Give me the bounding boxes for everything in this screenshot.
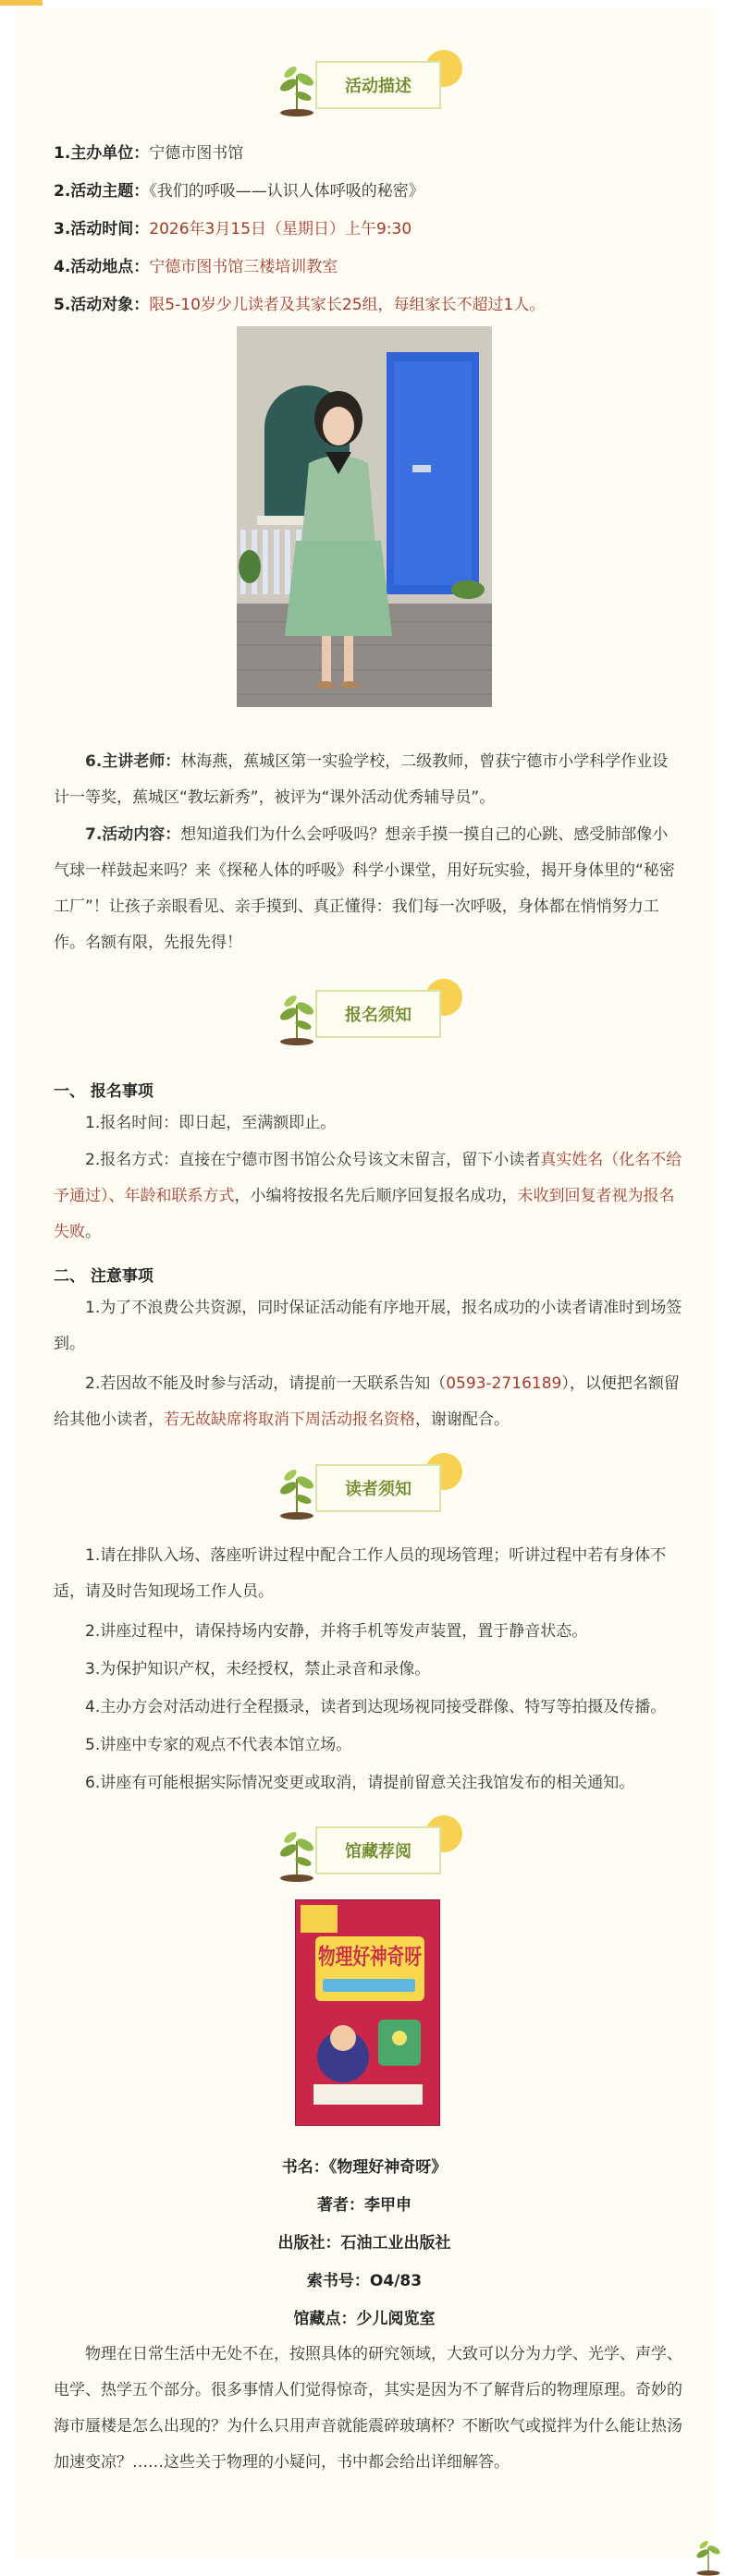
section-header-signup	[15, 983, 714, 1047]
sprout-icon	[276, 1462, 318, 1520]
sprout-icon	[276, 1825, 318, 1882]
reader-note-3: 3.为保护知识产权，未经授权，禁止录音和录像。	[85, 1660, 431, 1679]
section-header-recommend	[15, 1819, 714, 1884]
reader-note-4: 4.主办方会对活动进行全程摄录，读者到达现场视同接受群像、特写等拍摄及传播。	[85, 1698, 667, 1716]
article-card	[15, 7, 714, 2558]
info-organizer: 1.主办单位：宁德市图书馆	[54, 144, 244, 163]
teacher-photo	[237, 326, 492, 707]
signup-heading-2: 二、 注意事项	[54, 1267, 154, 1286]
section-title: 报名须知	[315, 990, 441, 1038]
section-header-desc	[15, 54, 714, 118]
reader-note-2: 2.讲座过程中，请保持场内安静，并将手机等发声装置，置于静音状态。	[85, 1622, 588, 1641]
section-title: 读者须知	[315, 1464, 441, 1512]
section-header-reader	[15, 1457, 714, 1521]
top-accent-bar	[0, 0, 43, 6]
notice-1: 1.为了不浪费公共资源，同时保证活动能有序地开展，报名成功的小读者请准时到场签到。	[54, 1299, 682, 1353]
book-cover-title: 物理好神奇呀	[318, 1944, 422, 1970]
book-intro: 物理在日常生活中无处不在，按照具体的研究领域，大致可以分为力学、光学、声学、电学、热学五个部分。很多事情人们觉得惊奇，其实是因为不了解背后的物理原理。奇妙的海市蜃楼是怎么出现的？为什么只用声音就能震碎玻璃杯？不断吹气或搅拌为什么能让热汤加速变凉？……这些关于物理的小疑问，书中都会给出详细解答。	[54, 2345, 682, 2472]
section-title: 馆藏荐阅	[315, 1826, 441, 1874]
sprout-icon	[694, 2535, 723, 2576]
signup-time: 1.报名时间：即日起，至满额即止。	[85, 1114, 337, 1132]
signup-heading-1: 一、 报名事项	[54, 1082, 154, 1101]
book-author: 著者：李甲申	[317, 2196, 411, 2215]
book-cover	[295, 1899, 440, 2126]
notice-2: 2.若因故不能及时参与活动，请提前一天联系告知（0593-2716189），以便把名额留给其他小读者，若无故缺席将取消下周活动报名资格，谢谢配合。	[54, 1374, 680, 1429]
book-location: 馆藏点：少儿阅览室	[293, 2310, 436, 2328]
book-callno: 索书号：O4/83	[306, 2272, 423, 2290]
info-theme: 2.活动主题：《我们的呼吸——认识人体呼吸的秘密》	[54, 182, 424, 201]
reader-note-5: 5.讲座中专家的观点不代表本馆立场。	[85, 1736, 352, 1754]
reader-note-1: 1.请在排队入场、落座听讲过程中配合工作人员的现场管理；听讲过程中若有身体不适，请及时告知现场工作人员。	[54, 1546, 667, 1601]
section-title: 活动描述	[315, 61, 441, 109]
info-content: 7.活动内容：想知道我们为什么会呼吸吗？想亲手摸一摸自己的心跳、感受肺部像小气球一样鼓起来吗？来《探秘人体的呼吸》科学小课堂，用好玩实验，揭开身体里的“秘密工厂”！让孩子亲眼看见、亲手摸到、真正懂得：我们每一次呼吸，身体都在悄悄努力工作。名额有限，先报先得！	[54, 825, 675, 952]
signup-method: 2.报名方式：直接在宁德市图书馆公众号该文末留言，留下小读者真实姓名（化名不给予通过）、年龄和联系方式，小编将按报名先后顺序回复报名成功，未收到回复者视为报名失败。	[54, 1151, 682, 1241]
book-name: 书名：《物理好神奇呀》	[281, 2158, 448, 2177]
info-teacher: 6.主讲老师：林海燕，蕉城区第一实验学校，二级教师，曾获宁德市小学科学作业设计一等奖，蕉城区“教坛新秀”，被评为“课外活动优秀辅导员”。	[54, 752, 669, 807]
info-target: 5.活动对象：限5-10岁少儿读者及其家长25组，每组家长不超过1人。	[54, 296, 546, 314]
sprout-icon	[276, 988, 318, 1045]
book-publisher: 出版社：石油工业出版社	[277, 2234, 451, 2252]
reader-note-6: 6.讲座有可能根据实际情况变更或取消，请提前留意关注我馆发布的相关通知。	[85, 1774, 635, 1792]
sprout-icon	[276, 59, 318, 116]
info-place: 4.活动地点：宁德市图书馆三楼培训教室	[54, 258, 338, 276]
info-time: 3.活动时间：2026年3月15日（星期日）上午9:30	[54, 220, 412, 238]
